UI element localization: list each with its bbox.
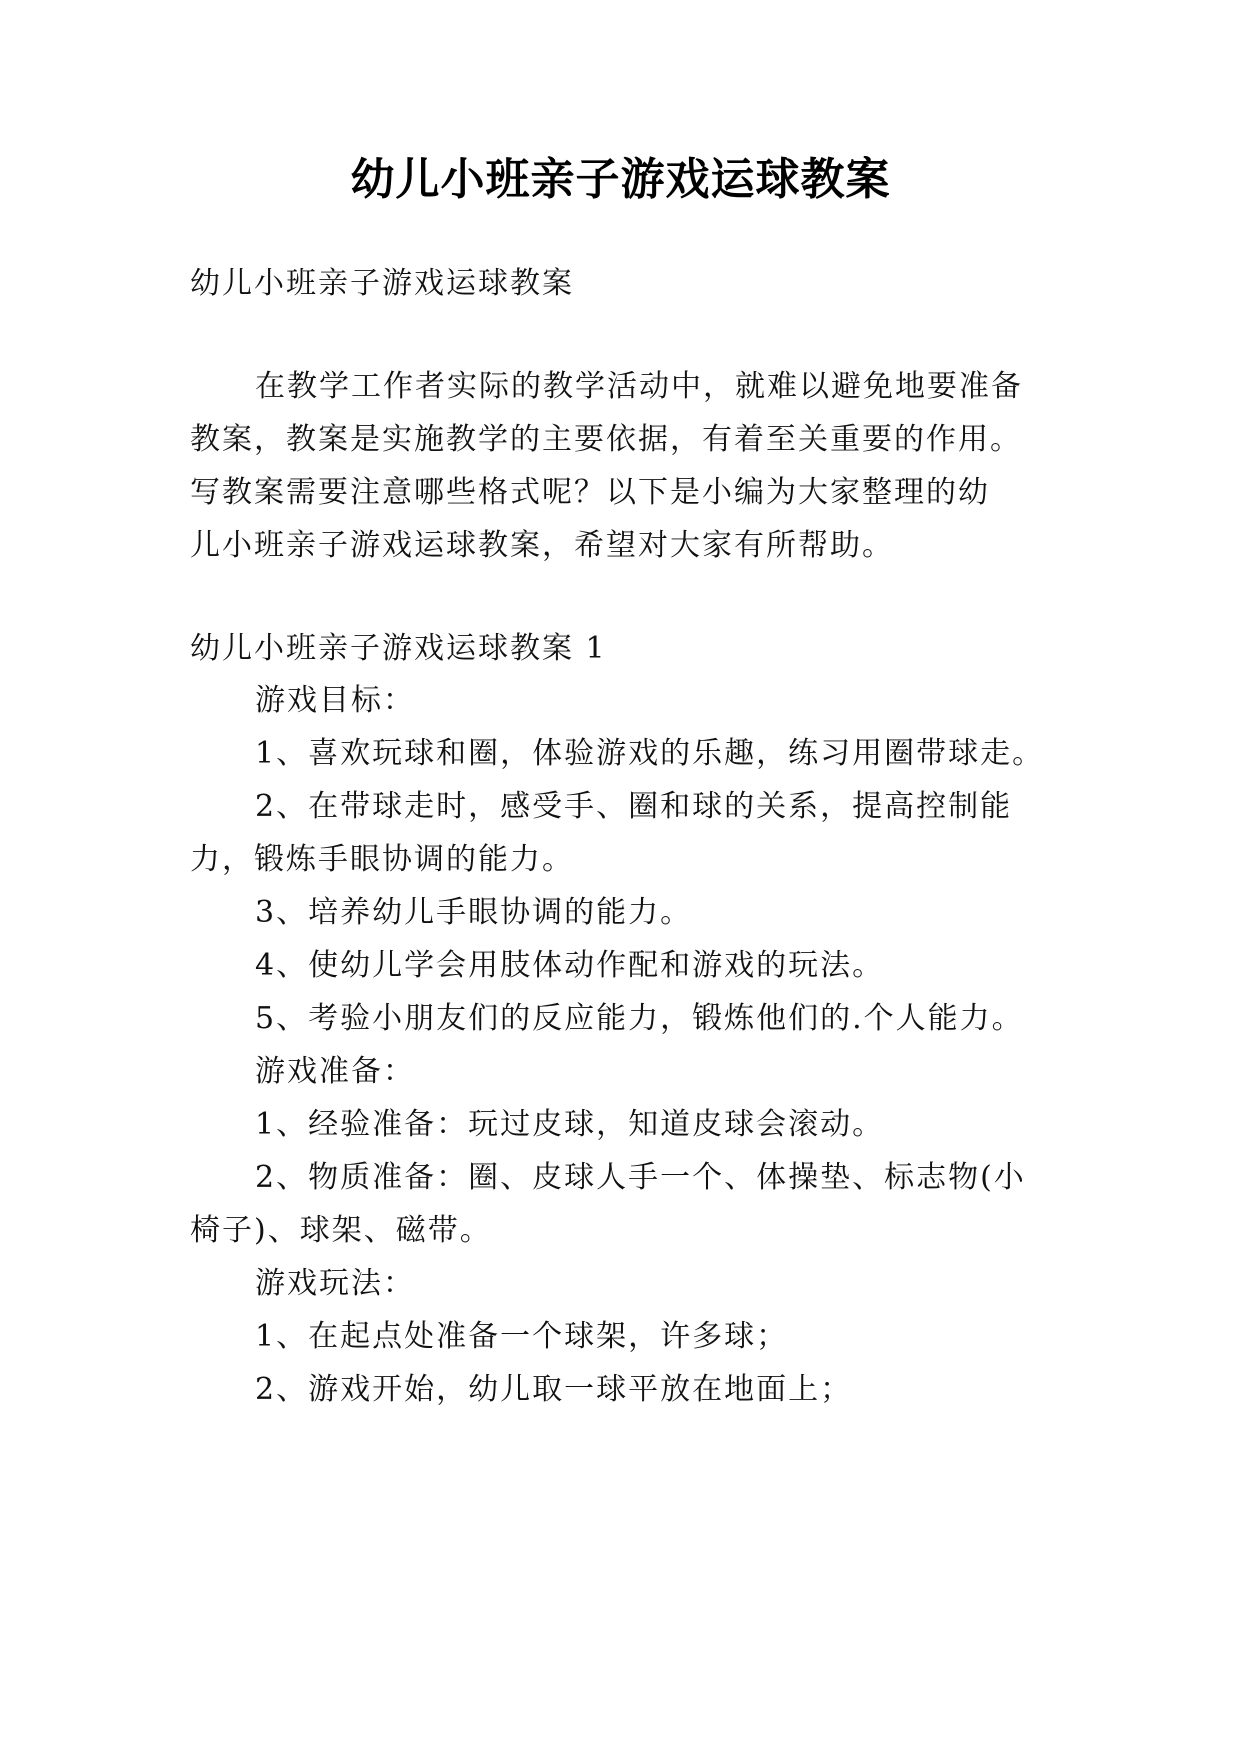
document-title: 幼儿小班亲子游戏运球教案	[350, 154, 891, 205]
prep-line: 椅子)、球架、磁带。	[190, 1213, 492, 1248]
intro-line-1: 在教学工作者实际的教学活动中，就难以避免地要准备	[255, 369, 1023, 404]
goal-line: 4、使幼儿学会用肢体动作配和游戏的玩法。	[255, 948, 885, 983]
goal-line: 2、在带球走时，感受手、圈和球的关系，提高控制能	[255, 789, 1013, 824]
play-line: 2、游戏开始，幼儿取一球平放在地面上；	[255, 1372, 853, 1407]
goal-line: 1、喜欢玩球和圈，体验游戏的乐趣，练习用圈带球走。	[255, 736, 1045, 771]
prep-line: 1、经验准备：玩过皮球，知道皮球会滚动。	[255, 1107, 885, 1142]
play-line: 1、在起点处准备一个球架，许多球；	[255, 1319, 789, 1354]
document-subtitle: 幼儿小班亲子游戏运球教案	[190, 266, 574, 301]
goal-line: 力，锻炼手眼协调的能力。	[190, 842, 574, 877]
prep-line: 2、物质准备：圈、皮球人手一个、体操垫、标志物(小	[255, 1160, 1026, 1195]
intro-line-3: 写教案需要注意哪些格式呢？以下是小编为大家整理的幼	[190, 475, 990, 510]
intro-line-4: 儿小班亲子游戏运球教案，希望对大家有所帮助。	[190, 528, 894, 563]
goal-line: 5、考验小朋友们的反应能力，锻炼他们的.个人能力。	[255, 1001, 1024, 1036]
intro-line-2: 教案，教案是实施教学的主要依据，有着至关重要的作用。	[190, 422, 1022, 457]
goal-line: 3、培养幼儿手眼协调的能力。	[255, 895, 693, 930]
prep-heading: 游戏准备：	[255, 1054, 415, 1089]
section-heading: 幼儿小班亲子游戏运球教案 1	[190, 631, 607, 666]
play-heading: 游戏玩法：	[255, 1266, 415, 1301]
goals-heading: 游戏目标：	[255, 683, 415, 718]
